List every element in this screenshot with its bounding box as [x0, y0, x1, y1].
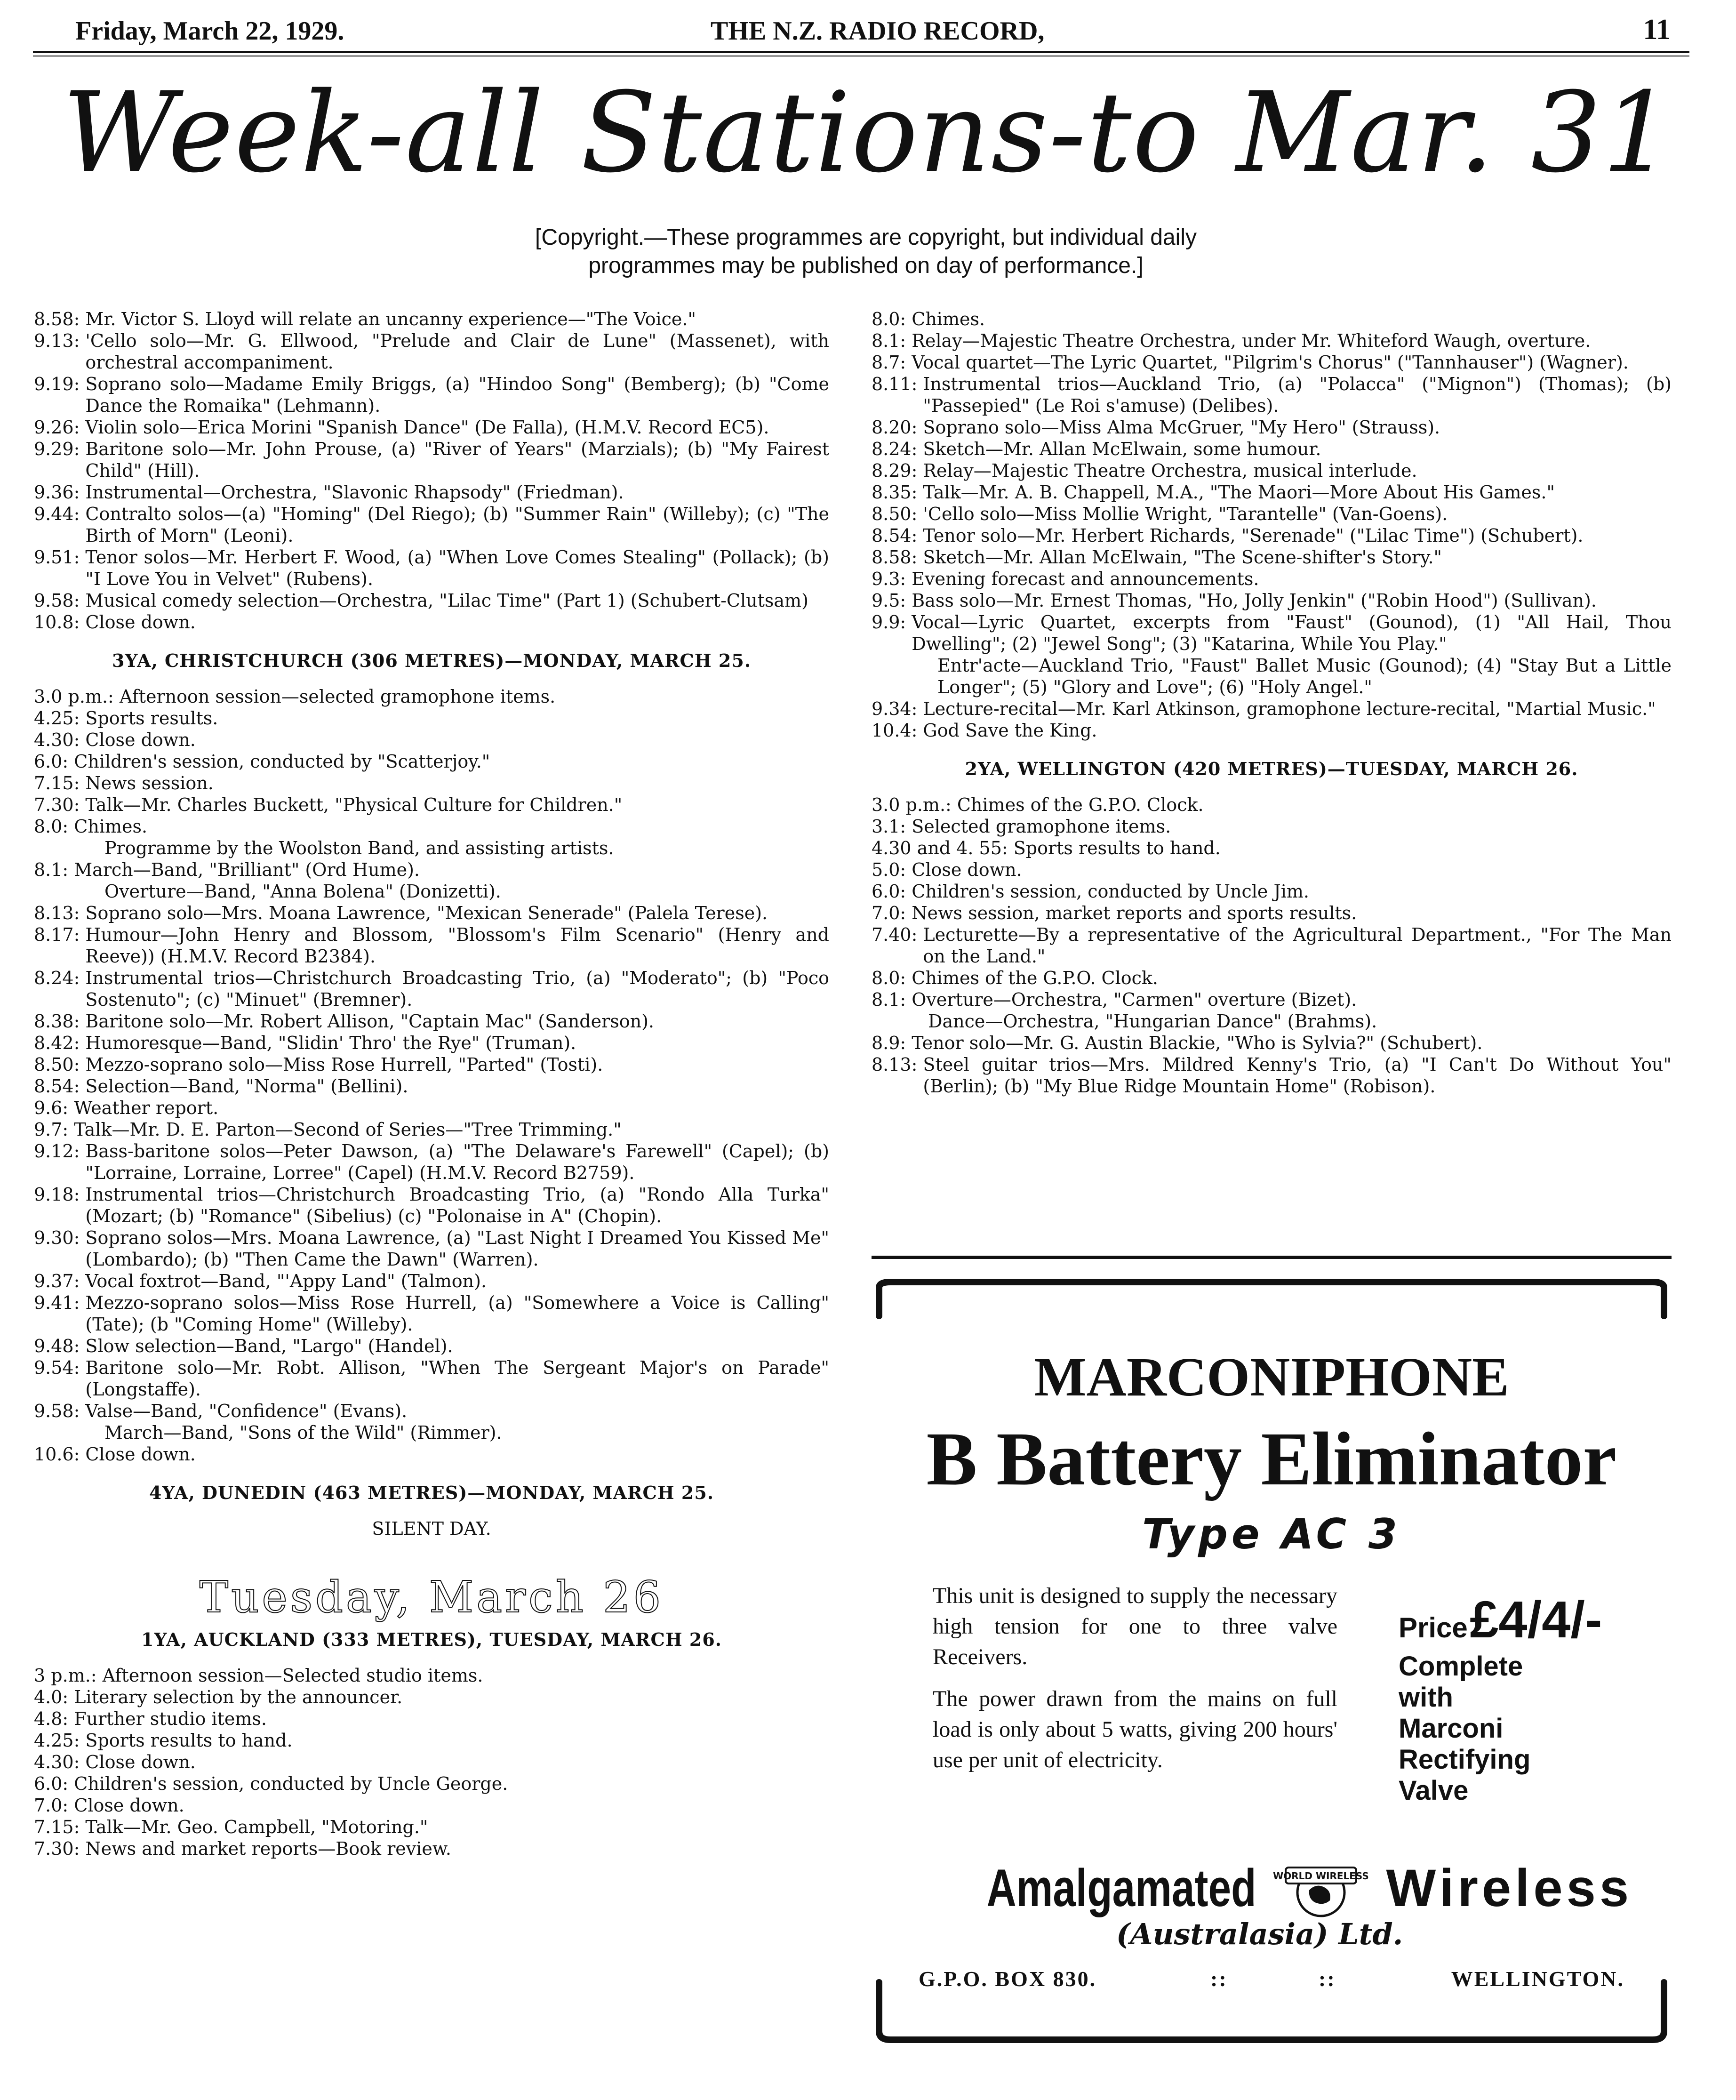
marconiphone-advertisement: [872, 1279, 1672, 2046]
program-item: 8.7: Vocal quartet—The Lyric Quartet, "Pilgrim's Chorus" ("Tannhauser") (Wagner).: [872, 352, 1629, 373]
program-item: 9.3: Evening forecast and announcements.: [872, 569, 1259, 589]
program-item: 8.58: Mr. Victor S. Lloyd will relate an uncanny experience—"The Voice.": [34, 309, 696, 329]
program-item: 7.15: Talk—Mr. Geo. Campbell, "Motoring.": [34, 1817, 428, 1837]
program-item: 10.6: Close down.: [34, 1444, 196, 1465]
program-item: 9.7: Talk—Mr. D. E. Parton—Second of Series—"Tree Trimming.": [34, 1119, 622, 1140]
program-list-1ya-evening: [872, 308, 1672, 741]
page-number: 11: [1643, 14, 1671, 46]
program-item: 9.48: Slow selection—Band, "Largo" (Handel).: [34, 1336, 453, 1356]
day-title: Tuesday, March 26: [199, 1572, 664, 1622]
program-item: 8.50: Mezzo-soprano solo—Miss Rose Hurrell, "Parted" (Tosti).: [34, 1054, 603, 1075]
program-item: 8.1: Overture—Orchestra, "Carmen" overture (Bizet).: [872, 989, 1357, 1010]
right-column: [872, 308, 1672, 1097]
program-item: 3 p.m.: Afternoon session—Selected studio items.: [34, 1665, 483, 1686]
program-item: 4.30 and 4. 55: Sports results to hand.: [872, 838, 1221, 858]
program-item: 8.42: Humoresque—Band, "Slidin' Thro' the Rye" (Truman).: [34, 1033, 576, 1053]
program-item: 8.13: Soprano solo—Mrs. Moana Lawrence, "Mexican Senerade" (Palela Terese).: [34, 903, 768, 923]
program-item: 4.25: Sports results.: [34, 708, 218, 729]
program-item: 6.0: Children's session, conducted by Uncle George.: [34, 1773, 508, 1794]
program-item: 9.13: 'Cello solo—Mr. G. Ellwood, "Prelude and Clair de Lune" (Massenet), with orchestral accompaniment.: [34, 330, 829, 373]
feature-line: Marconi: [1399, 1713, 1504, 1744]
program-item: 8.0: Chimes.: [872, 309, 985, 329]
company-name: [872, 1853, 1672, 1918]
program-item: 9.58: Musical comedy selection—Orchestra, "Lilac Time" (Part 1) (Schubert-Clutsam): [34, 590, 808, 611]
ad-product-name: B Battery Eliminator: [926, 1417, 1617, 1501]
program-item: 7.30: News and market reports—Book review.: [34, 1838, 451, 1859]
station-heading-2ya: 2YA, WELLINGTON (420 METRES)—TUESDAY, MARCH 26.: [965, 758, 1578, 779]
address-sep: ::: [1319, 1967, 1336, 1991]
address-sep: ::: [1210, 1967, 1228, 1991]
program-item: 8.11: Instrumental trios—Auckland Trio, (a) "Polacca" ("Mignon") (Thomas); (b) "Passepied" (Le Roi s'amuse) (Delibes).: [872, 374, 1672, 416]
ad-product-type: Type AC 3: [1142, 1510, 1401, 1558]
program-item: 9.34: Lecture-recital—Mr. Karl Atkinson, gramophone lecture-recital, "Martial Music.": [872, 698, 1656, 719]
program-item: 8.17: Humour—John Henry and Blossom, "Blossom's Film Scenario" (Henry and Reeve)) (H.M.V. Record B2384).: [34, 924, 829, 967]
issue-date: Friday, March 22, 1929.: [75, 16, 344, 46]
program-item: 9.36: Instrumental—Orchestra, "Slavonic Rhapsody" (Friedman).: [34, 482, 624, 503]
ad-price: [1399, 1590, 1602, 1650]
program-item: 9.44: Contralto solos—(a) "Homing" (Del Riego); (b) "Summer Rain" (Willeby); (c) "The Birth of Morn" (Leoni).: [34, 504, 829, 546]
program-item: 8.38: Baritone solo—Mr. Robert Allison, "Captain Mac" (Sanderson).: [34, 1011, 654, 1032]
program-item: 8.29: Relay—Majestic Theatre Orchestra, musical interlude.: [872, 460, 1417, 481]
program-item: 6.0: Children's session, conducted by "Scatterjoy.": [34, 751, 490, 772]
program-item: 3.1: Selected gramophone items.: [872, 816, 1171, 837]
program-item: 3.0 p.m.: Afternoon session—selected gramophone items.: [34, 686, 556, 707]
program-item: 8.54: Tenor solo—Mr. Herbert Richards, "Serenade" ("Lilac Time") (Schubert).: [872, 525, 1584, 546]
program-item: 4.30: Close down.: [34, 1752, 196, 1772]
program-item: 8.1: March—Band, "Brilliant" (Ord Hume).: [34, 859, 420, 880]
program-list-3ya: [34, 686, 829, 1465]
program-item: 9.12: Bass-baritone solos—Peter Dawson, (a) "The Delaware's Farewell" (Capel); (b) "Lorraine, Lorraine, Lorree" (Capel) (H.M.V. Record B2759).: [34, 1141, 829, 1183]
station-heading-4ya: 4YA, DUNEDIN (463 METRES)—MONDAY, MARCH 25.: [149, 1482, 714, 1503]
program-item: 8.24: Sketch—Mr. Allan McElwain, some humour.: [872, 439, 1321, 459]
ad-description-para-1: This unit is designed to supply the necessary high tension for one to three valve Receivers.: [933, 1583, 1337, 1669]
program-item: 8.0: Chimes of the G.P.O. Clock.: [872, 968, 1158, 988]
ad-top-bracket: [872, 1279, 1672, 1317]
ad-separator-rule: [872, 1256, 1672, 1259]
company-subtitle: (Australasia) Ltd.: [1116, 1917, 1403, 1951]
program-item: 9.9: Vocal—Lyric Quartet, excerpts from "Faust" (Gounod), (1) "All Hail, Thou Dwelling"; (2) "Jewel Song"; (3) "Katarina, While You Play.": [872, 612, 1672, 654]
program-list-2ya: [872, 794, 1672, 1097]
ad-description-para-2: The power drawn from the mains on full load is only about 5 watts, giving 200 hours' use per unit of electricity.: [933, 1686, 1337, 1772]
station-heading-1ya: 1YA, AUCKLAND (333 METRES), TUESDAY, MARCH 26.: [141, 1629, 722, 1650]
program-item: 10.4: God Save the King.: [872, 720, 1097, 741]
program-item: 8.13: Steel guitar trios—Mrs. Mildred Kenny's Trio, (a) "I Can't Do Without You" (Berlin); (b) "My Blue Ridge Mountain Home" (Robison).: [872, 1054, 1672, 1097]
program-item: 8.50: 'Cello solo—Miss Mollie Wright, "Tarantelle" (Van-Goens).: [872, 504, 1448, 524]
logo-text: WORLD WIRELESS: [1273, 1870, 1369, 1882]
newspaper-name: THE N.Z. RADIO RECORD,: [711, 16, 1045, 46]
program-item: 3.0 p.m.: Chimes of the G.P.O. Clock.: [872, 794, 1204, 815]
price-amount: £4/4/-: [1470, 1591, 1602, 1649]
globe-logo-icon: [1273, 1857, 1369, 1918]
program-item: 8.58: Sketch—Mr. Allan McElwain, "The Scene-shifter's Story.": [872, 547, 1442, 568]
program-item: 7.30: Talk—Mr. Charles Buckett, "Physical Culture for Children.": [34, 794, 623, 815]
program-item: 7.0: Close down.: [34, 1795, 184, 1816]
program-item: March—Band, "Sons of the Wild" (Rimmer).: [104, 1422, 502, 1443]
program-item: 8.20: Soprano solo—Miss Alma McGruer, "My Hero" (Strauss).: [872, 417, 1440, 438]
program-item: 4.8: Further studio items.: [34, 1708, 267, 1729]
feature-line: Valve: [1399, 1775, 1469, 1806]
program-list-1ya: [34, 1665, 829, 1860]
ad-brand: MARCONIPHONE: [1034, 1346, 1509, 1408]
program-item: 9.6: Weather report.: [34, 1098, 219, 1118]
program-item: 9.54: Baritone solo—Mr. Robt. Allison, "When The Sergeant Major's on Parade" (Longstaffe).: [34, 1357, 829, 1400]
page-title: Week-all Stations-to Mar. 31: [62, 69, 1674, 197]
program-item: 9.18: Instrumental trios—Christchurch Broadcasting Trio, (a) "Rondo Alla Turka" (Mozart; (b) "Romance" (Sibelius) (c) "Polonaise in A" (Chopin).: [34, 1184, 829, 1226]
program-item: 9.26: Violin solo—Erica Morini "Spanish Dance" (De Falla), (H.M.V. Record EC5).: [34, 417, 769, 438]
program-item: 8.24: Instrumental trios—Christchurch Broadcasting Trio, (a) "Moderato"; (b) "Poco Sostenuto"; (c) "Minuet" (Bremner).: [34, 968, 829, 1010]
program-item: 5.0: Close down.: [872, 859, 1022, 880]
program-item: Programme by the Woolston Band, and assisting artists.: [104, 838, 614, 858]
copyright-notice: [Copyright.—These programmes are copyright, but individual daily programmes may be published on day of performance.]: [535, 225, 1197, 278]
program-item: 9.58: Valse—Band, "Confidence" (Evans).: [34, 1401, 408, 1421]
station-heading-3ya: 3YA, CHRISTCHURCH (306 METRES)—MONDAY, MARCH 25.: [112, 650, 752, 671]
program-item: 8.9: Tenor solo—Mr. G. Austin Blackie, "Who is Sylvia?" (Schubert).: [872, 1033, 1483, 1053]
program-item: 4.25: Sports results to hand.: [34, 1730, 293, 1751]
program-item: Overture—Band, "Anna Bolena" (Donizetti).: [104, 881, 501, 902]
program-item: 7.40: Lecturette—By a representative of the Agricultural Department., "For The Man on the Land.": [872, 924, 1672, 967]
page-header: [33, 8, 1689, 56]
price-label: Price: [1399, 1612, 1468, 1643]
ad-description: [933, 1580, 1337, 1775]
feature-line: with: [1399, 1682, 1453, 1713]
program-item: Entr'acte—Auckland Trio, "Faust" Ballet Music (Gounod); (4) "Stay But a Little Longer"; (5) "Glory and Love"; (6) "Holy Angel.": [937, 655, 1672, 697]
program-item: 9.41: Mezzo-soprano solos—Miss Rose Hurrell, (a) "Somewhere a Voice is Calling" (Tate); (b "Coming Home" (Willeby).: [34, 1292, 829, 1335]
program-item: 9.51: Tenor solos—Mr. Herbert F. Wood, (a) "When Love Comes Stealing" (Pollack); (b) "I Love You in Velvet" (Rubens).: [34, 547, 829, 589]
program-item: 8.35: Talk—Mr. A. B. Chappell, M.A., "The Maori—More About His Games.": [872, 482, 1555, 503]
feature-line: Complete: [1399, 1651, 1523, 1682]
silent-day-note: SILENT DAY.: [372, 1518, 491, 1539]
program-item: 9.30: Soprano solos—Mrs. Moana Lawrence, (a) "Last Night I Dreamed You Kissed Me" (Lombardo); (b) "Then Came the Dawn" (Warren).: [34, 1227, 829, 1270]
program-item: Dance—Orchestra, "Hungarian Dance" (Brahms).: [928, 1011, 1377, 1032]
left-column: [34, 308, 829, 1860]
address-box: G.P.O. BOX 830.: [919, 1967, 1097, 1991]
program-item: 7.0: News session, market reports and sports results.: [872, 903, 1357, 923]
program-item: 7.15: News session.: [34, 773, 214, 794]
program-item: 9.37: Vocal foxtrot—Band, "'Appy Land" (Talmon).: [34, 1271, 487, 1291]
program-item: 9.29: Baritone solo—Mr. John Prouse, (a) "River of Years" (Marzials); (b) "My Fairest Child" (Hill).: [34, 439, 829, 481]
program-list-monday-continued: [34, 308, 829, 633]
program-item: 6.0: Children's session, conducted by Uncle Jim.: [872, 881, 1309, 902]
header-rule: [33, 51, 1689, 53]
program-item: 8.1: Relay—Majestic Theatre Orchestra, under Mr. Whiteford Waugh, overture.: [872, 330, 1591, 351]
program-item: 10.8: Close down.: [34, 612, 196, 633]
company-name-left: Amalgamated: [986, 1858, 1256, 1917]
program-item: 4.30: Close down.: [34, 729, 196, 750]
program-item: 9.19: Soprano solo—Madame Emily Briggs, (a) "Hindoo Song" (Bemberg); (b) "Come Dance the Romaika" (Lehmann).: [34, 374, 829, 416]
feature-line: Rectifying: [1399, 1744, 1531, 1775]
program-item: 9.5: Bass solo—Mr. Ernest Thomas, "Ho, Jolly Jenkin" ("Robin Hood") (Sullivan).: [872, 590, 1597, 611]
company-name-right: Wireless: [1386, 1858, 1633, 1917]
ad-features: [1399, 1651, 1530, 1806]
program-item: 4.0: Literary selection by the announcer.: [34, 1687, 403, 1707]
address-city: WELLINGTON.: [1451, 1967, 1624, 1991]
program-item: 8.0: Chimes.: [34, 816, 148, 837]
program-item: 8.54: Selection—Band, "Norma" (Bellini).: [34, 1076, 408, 1097]
